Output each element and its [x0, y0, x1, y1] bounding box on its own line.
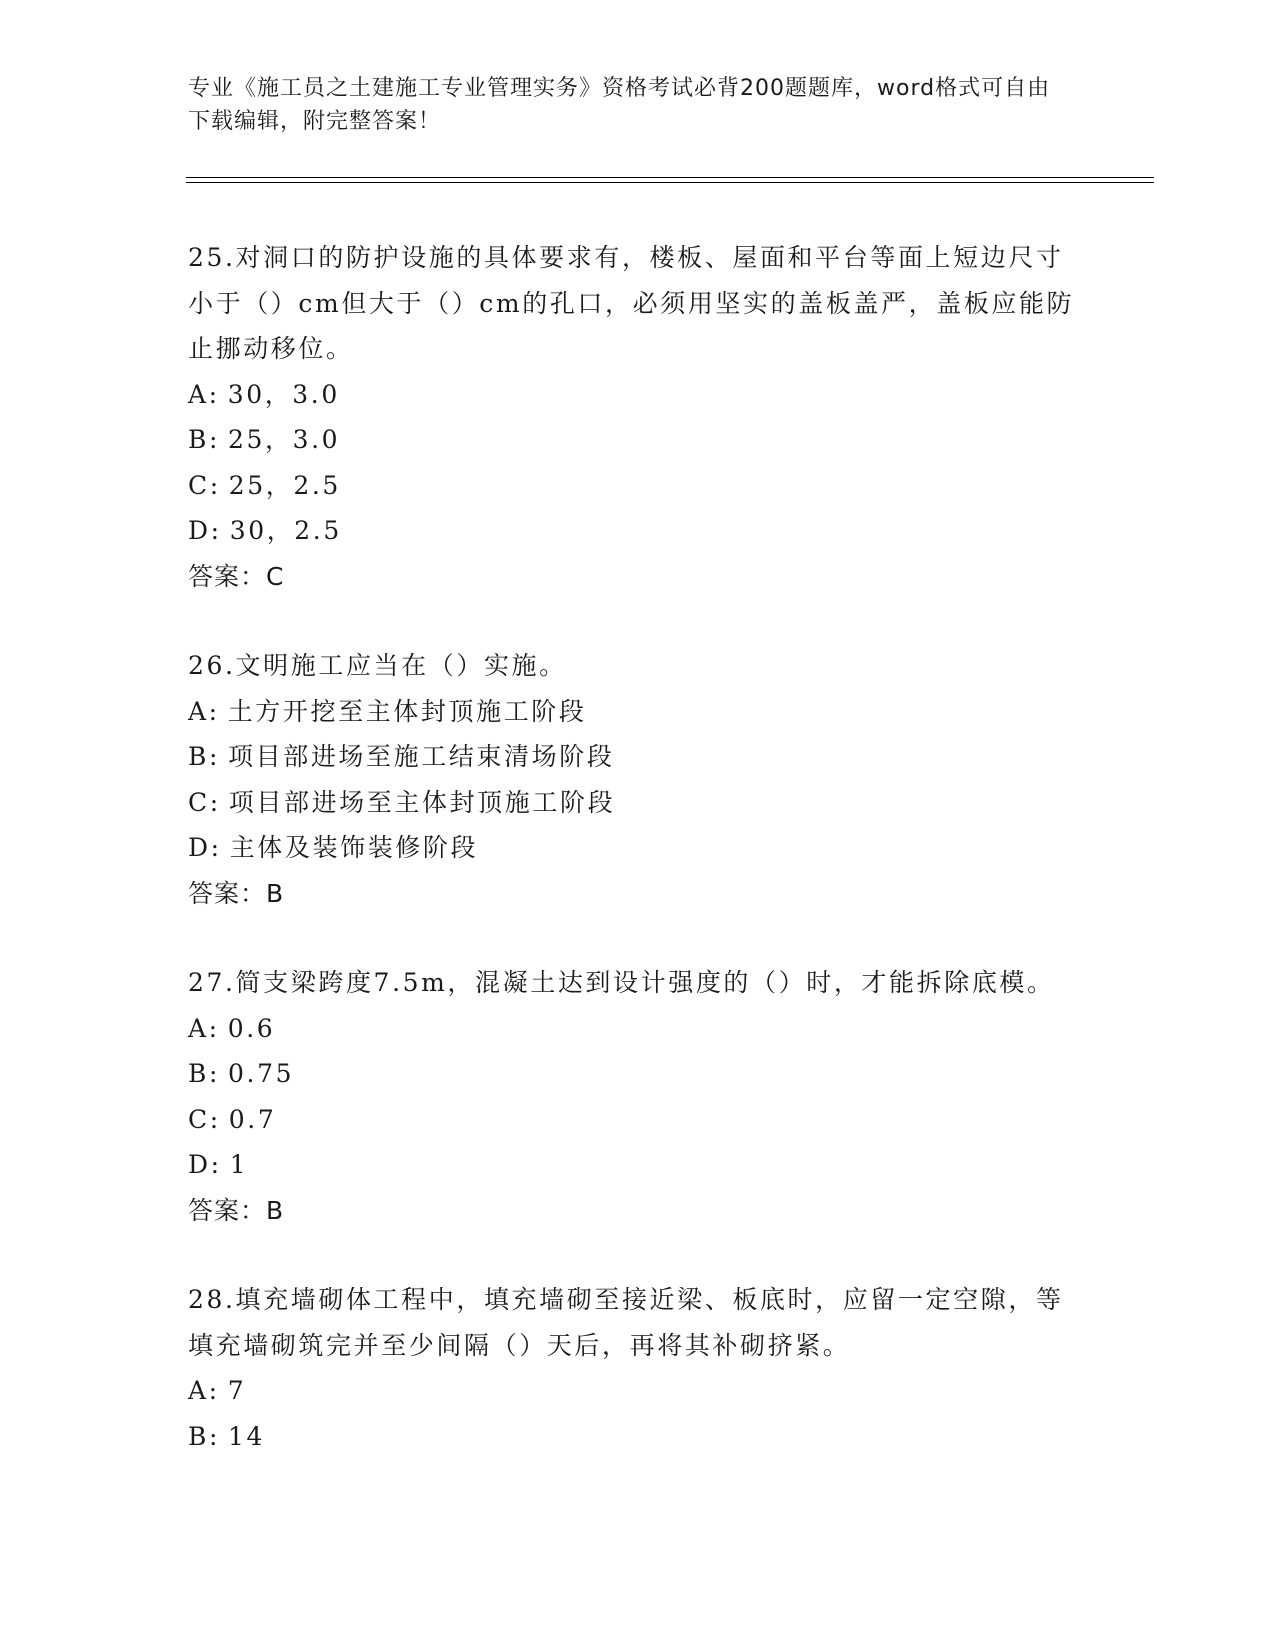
option-d: D: 1 [188, 1150, 249, 1179]
answer-line: 答案：B [188, 878, 285, 908]
document-header [188, 72, 1068, 138]
option-key: C [188, 1104, 210, 1134]
option-text: 14 [228, 1421, 266, 1451]
option-key: D [188, 1150, 211, 1179]
option-a: A: 土方开挖至主体封顶施工阶段 [188, 696, 587, 726]
option-d: D: 主体及装饰装修阶段 [188, 833, 479, 862]
option-text: 土方开挖至主体封顶施工阶段 [227, 696, 587, 726]
option-key: B [188, 1421, 209, 1451]
option-key: A [188, 379, 209, 409]
option-key: A [188, 1376, 209, 1405]
option-c: C: 项目部进场至主体封顶施工阶段 [188, 787, 616, 817]
option-key: B [188, 425, 209, 454]
option-key: A [188, 696, 209, 726]
option-b: B: 0.75 [188, 1059, 295, 1088]
question-list [188, 235, 1078, 1503]
question-stem: 25.对洞口的防护设施的具体要求有，楼板、屋面和平台等面上短边尺寸小于（）cm但大于（）cm的孔口，必须用坚实的盖板盖严，盖板应能防止挪动移位。 [188, 243, 1075, 363]
option-text: 30，3.0 [227, 379, 340, 409]
question-25 [188, 235, 1078, 599]
option-d: D: 30，2.5 [188, 516, 342, 545]
header-rule-bottom [186, 182, 1154, 183]
option-text: 0.6 [227, 1013, 276, 1043]
option-key: C [188, 470, 210, 500]
question-stem: 27.简支梁跨度7.5m，混凝土达到设计强度的（）时，才能拆除底模。 [188, 968, 1055, 997]
option-b: B: 25，3.0 [188, 425, 341, 454]
question-27 [188, 960, 1078, 1233]
option-key: B [188, 742, 209, 771]
header-text: 专业《施工员之土建施工专业管理实务》资格考试必背200题题库，word格式可自由下载编辑，附完整答案！ [188, 76, 1051, 134]
option-key: D [188, 516, 211, 545]
option-text: 25，3.0 [228, 425, 341, 454]
answer-line: 答案：C [188, 561, 285, 591]
option-text: 主体及装饰装修阶段 [229, 833, 479, 862]
option-a: A: 7 [188, 1376, 247, 1405]
option-key: D [188, 833, 211, 862]
option-text: 30，2.5 [229, 516, 342, 545]
answer-line: 答案：B [188, 1195, 285, 1225]
option-c: C: 25，2.5 [188, 470, 341, 500]
option-b: B: 项目部进场至施工结束清场阶段 [188, 742, 615, 771]
option-text: 项目部进场至施工结束清场阶段 [228, 742, 615, 771]
option-text: 7 [227, 1376, 247, 1405]
option-text: 25，2.5 [228, 470, 341, 500]
option-a: A: 0.6 [188, 1013, 276, 1043]
question-26 [188, 643, 1078, 916]
option-b: B: 14 [188, 1421, 266, 1451]
option-text: 项目部进场至主体封顶施工阶段 [228, 787, 616, 817]
question-stem: 26.文明施工应当在（）实施。 [188, 651, 567, 680]
option-key: C [188, 787, 210, 817]
question-stem: 28.填充墙砌体工程中，填充墙砌至接近梁、板底时，应留一定空隙，等填充墙砌筑完并至少间隔（）天后，再将其补砌挤紧。 [188, 1285, 1064, 1360]
option-c: C: 0.7 [188, 1104, 277, 1134]
option-text: 0.7 [228, 1104, 277, 1134]
question-28 [188, 1277, 1078, 1459]
option-key: A [188, 1013, 209, 1043]
option-key: B [188, 1059, 209, 1088]
option-a: A: 30，3.0 [188, 379, 340, 409]
option-text: 0.75 [228, 1059, 295, 1088]
option-text: 1 [229, 1150, 249, 1179]
header-rule-top [186, 177, 1154, 178]
